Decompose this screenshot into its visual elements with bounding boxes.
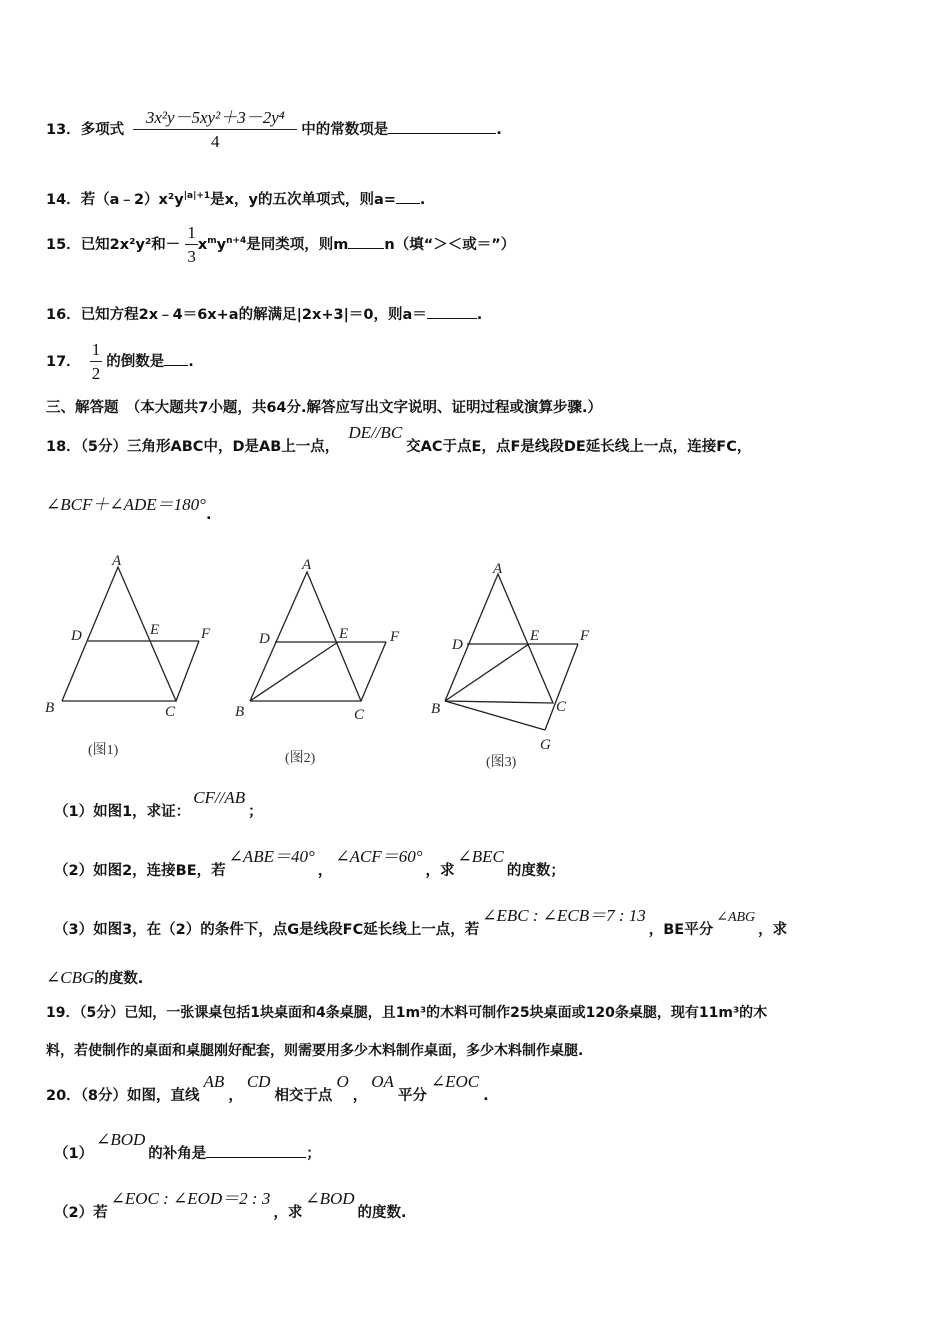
q20-p2-prefix: （2）若 bbox=[54, 1205, 108, 1221]
fig1-label-a: A bbox=[112, 553, 122, 569]
fig1-label-e: E bbox=[150, 622, 160, 638]
q20-point-o: O bbox=[336, 1072, 349, 1091]
q20-p2-end: 的度数. bbox=[357, 1205, 407, 1221]
q20-answer-blank[interactable] bbox=[206, 1143, 306, 1158]
fig3-label-e: E bbox=[530, 628, 540, 644]
q18-math-de-parallel-bc: DE//BC bbox=[348, 423, 403, 442]
question-14 bbox=[46, 186, 425, 210]
q14-prefix: 若（a﹣2）x²y bbox=[80, 191, 184, 208]
q13-suffix: 中的常数项是 bbox=[301, 122, 389, 138]
q18-p3-end: ，求 bbox=[758, 922, 788, 938]
fig3-label-c: C bbox=[556, 699, 567, 715]
q15-exp-m: m bbox=[207, 236, 217, 247]
q14-suffix: 是x，y的五次单项式，则a= bbox=[210, 191, 396, 208]
question-20 bbox=[46, 1072, 489, 1106]
q18-p3-math-cbg: ∠CBG bbox=[46, 968, 95, 987]
q20-p2-sep: ，求 bbox=[273, 1205, 303, 1221]
question-19-line1: 19．（5分）已知，一张课桌包括1块桌面和4条桌腿，且1m³的木料可制作25块桌面或120条桌腿，现有11m³的木 bbox=[46, 1005, 768, 1021]
q17-end: . bbox=[188, 354, 194, 370]
question-18 bbox=[46, 423, 752, 457]
q18-p2-end: 的度数； bbox=[506, 863, 565, 879]
fig3-label-f: F bbox=[580, 628, 590, 644]
fig2-label-f: F bbox=[390, 629, 400, 645]
fig3-label-g: G bbox=[540, 737, 551, 753]
q13-prefix: 多项式 bbox=[80, 122, 125, 138]
q20-sep2: ， bbox=[352, 1088, 368, 1104]
q20-p1-text: 的补角是 bbox=[148, 1146, 207, 1162]
q15-number: 15． bbox=[46, 237, 81, 253]
section-heading: 三、解答题 （本大题共7小题，共64分.解答应写出文字说明、证明过程或演算步骤.） bbox=[46, 400, 603, 416]
q18-part-1 bbox=[54, 788, 263, 822]
q15-exp-n: n+4 bbox=[226, 236, 247, 247]
question-17 bbox=[46, 340, 194, 384]
q17-frac-num: 1 bbox=[90, 340, 103, 362]
fig1-caption: (图1) bbox=[88, 743, 119, 758]
fig3-label-a: A bbox=[493, 561, 503, 577]
q13-polynomial-fraction bbox=[133, 108, 297, 152]
q20-sep1: ， bbox=[228, 1088, 243, 1104]
q18-p2-math-abe: ∠ABE＝40° bbox=[228, 847, 315, 866]
fig1-label-d: D bbox=[71, 628, 82, 644]
q18-p1-math: CF//AB bbox=[193, 788, 246, 807]
q18-suffix: 交AC于点E，点F是线段DE延长线上一点，连接FC， bbox=[406, 439, 752, 455]
q18-part-3-cont bbox=[46, 968, 143, 989]
q15-frac-den: 3 bbox=[187, 247, 196, 266]
q20-p1-end: ； bbox=[306, 1146, 321, 1162]
q15-fraction bbox=[185, 223, 198, 267]
q15-y: y bbox=[216, 237, 227, 253]
q20-p1-math-bod: ∠BOD bbox=[96, 1130, 146, 1149]
q18-p2-mid: ，求 bbox=[425, 863, 455, 879]
q17-answer-blank[interactable] bbox=[164, 351, 188, 366]
q18-part-2 bbox=[54, 847, 565, 881]
q18-condition-end: . bbox=[205, 507, 212, 523]
fig3-caption: (图3) bbox=[486, 755, 517, 770]
q14-answer-blank[interactable] bbox=[396, 189, 420, 204]
q18-prefix: （5分）三角形ABC中，D是AB上一点， bbox=[80, 439, 340, 455]
q16-end: . bbox=[476, 307, 483, 323]
q16-text: 已知方程2x﹣4＝6x+a的解满足|2x+3|＝0，则a＝ bbox=[80, 307, 427, 323]
q18-part-3 bbox=[54, 906, 788, 941]
q18-p1-end: ； bbox=[248, 804, 263, 820]
q20-angle-eoc: ∠EOC bbox=[430, 1072, 480, 1091]
q15-frac-num: 1 bbox=[185, 223, 198, 245]
q20-line-cd: CD bbox=[246, 1072, 271, 1091]
fig1-label-f: F bbox=[201, 626, 211, 642]
q18-figures bbox=[0, 545, 950, 785]
q16-number: 16． bbox=[46, 307, 81, 323]
q13-number: 13． bbox=[46, 122, 81, 138]
q20-p2-math-bod: ∠BOD bbox=[305, 1189, 355, 1208]
q14-end: . bbox=[419, 191, 426, 208]
q18-number: 18． bbox=[46, 439, 81, 455]
q13-end: . bbox=[496, 122, 502, 138]
q16-answer-blank[interactable] bbox=[427, 304, 477, 319]
question-16 bbox=[46, 304, 482, 325]
question-15 bbox=[46, 223, 515, 267]
q20-line-ab: AB bbox=[203, 1072, 225, 1091]
question-13 bbox=[46, 108, 502, 152]
q13-answer-blank[interactable] bbox=[388, 119, 496, 134]
fig2-label-a: A bbox=[302, 557, 312, 573]
q15-prefix: 已知2x²y²和－ bbox=[80, 237, 181, 253]
q13-numerator: 3x²y－5xy²＋3－2y⁴ bbox=[133, 108, 297, 130]
fig2-label-d: D bbox=[259, 631, 270, 647]
q18-p1-prefix: （1）如图1，求证： bbox=[54, 804, 191, 820]
q18-angle-condition: ∠BCF＋∠ADE＝180° bbox=[46, 495, 206, 514]
fig2-caption: (图2) bbox=[285, 751, 316, 766]
fig2-label-c: C bbox=[354, 707, 365, 723]
q18-p2-prefix: （2）如图2，连接BE，若 bbox=[54, 863, 226, 879]
q18-condition bbox=[46, 495, 212, 523]
q13-denominator: 4 bbox=[211, 132, 220, 151]
q14-number: 14． bbox=[46, 191, 81, 208]
q20-mid: 相交于点 bbox=[274, 1088, 333, 1104]
q20-number: 20． bbox=[46, 1088, 81, 1104]
q20-part-1 bbox=[54, 1130, 321, 1164]
q18-p2-math-acf: ∠ACF＝60° bbox=[335, 847, 423, 866]
q20-part-2 bbox=[54, 1189, 407, 1223]
fig1-label-c: C bbox=[165, 704, 176, 720]
fig1-label-b: B bbox=[45, 700, 55, 716]
q15-x: x bbox=[197, 237, 208, 253]
q18-p3-math-ratio: ∠EBC : ∠ECB＝7 : 13 bbox=[482, 906, 646, 925]
q14-exponent: |a|+1 bbox=[183, 191, 211, 201]
q18-p3-mid: ，BE平分 bbox=[648, 922, 714, 938]
q15-text: 是同类项，则m bbox=[246, 237, 349, 253]
q18-p3-prefix: （3）如图3，在（2）的条件下，点G是线段FC延长线上一点，若 bbox=[54, 922, 480, 938]
q20-end: . bbox=[483, 1088, 489, 1104]
q20-p1-prefix: （1） bbox=[54, 1146, 94, 1162]
q20-prefix: （8分）如图，直线 bbox=[80, 1088, 200, 1104]
q20-ray-oa: OA bbox=[371, 1072, 394, 1091]
question-19-line2: 料，若使制作的桌面和桌腿刚好配套，则需要用多少木料制作桌面，多少木料制作桌腿. bbox=[46, 1043, 584, 1059]
q17-frac-den: 2 bbox=[91, 364, 101, 383]
fig2-label-e: E bbox=[339, 626, 349, 642]
fig3-label-b: B bbox=[431, 701, 441, 717]
q15-hint: n（填“＞＜或＝”） bbox=[384, 237, 516, 253]
q20-p2-math-ratio: ∠EOC : ∠EOD＝2 : 3 bbox=[110, 1189, 271, 1208]
fig3-label-d: D bbox=[452, 637, 463, 653]
q18-p3-end2: 的度数. bbox=[94, 971, 144, 987]
q15-answer-blank[interactable] bbox=[348, 234, 384, 249]
q18-p2-sep: ， bbox=[317, 863, 333, 879]
q17-fraction bbox=[90, 340, 103, 384]
fig2-label-b: B bbox=[235, 704, 245, 720]
q17-number: 17． bbox=[46, 354, 81, 370]
q17-text: 的倒数是 bbox=[106, 354, 165, 370]
q18-p3-math-abg: ∠ABG bbox=[716, 910, 756, 925]
q18-p2-math-bec: ∠BEC bbox=[457, 847, 504, 866]
q20-mid2: 平分 bbox=[397, 1088, 427, 1104]
